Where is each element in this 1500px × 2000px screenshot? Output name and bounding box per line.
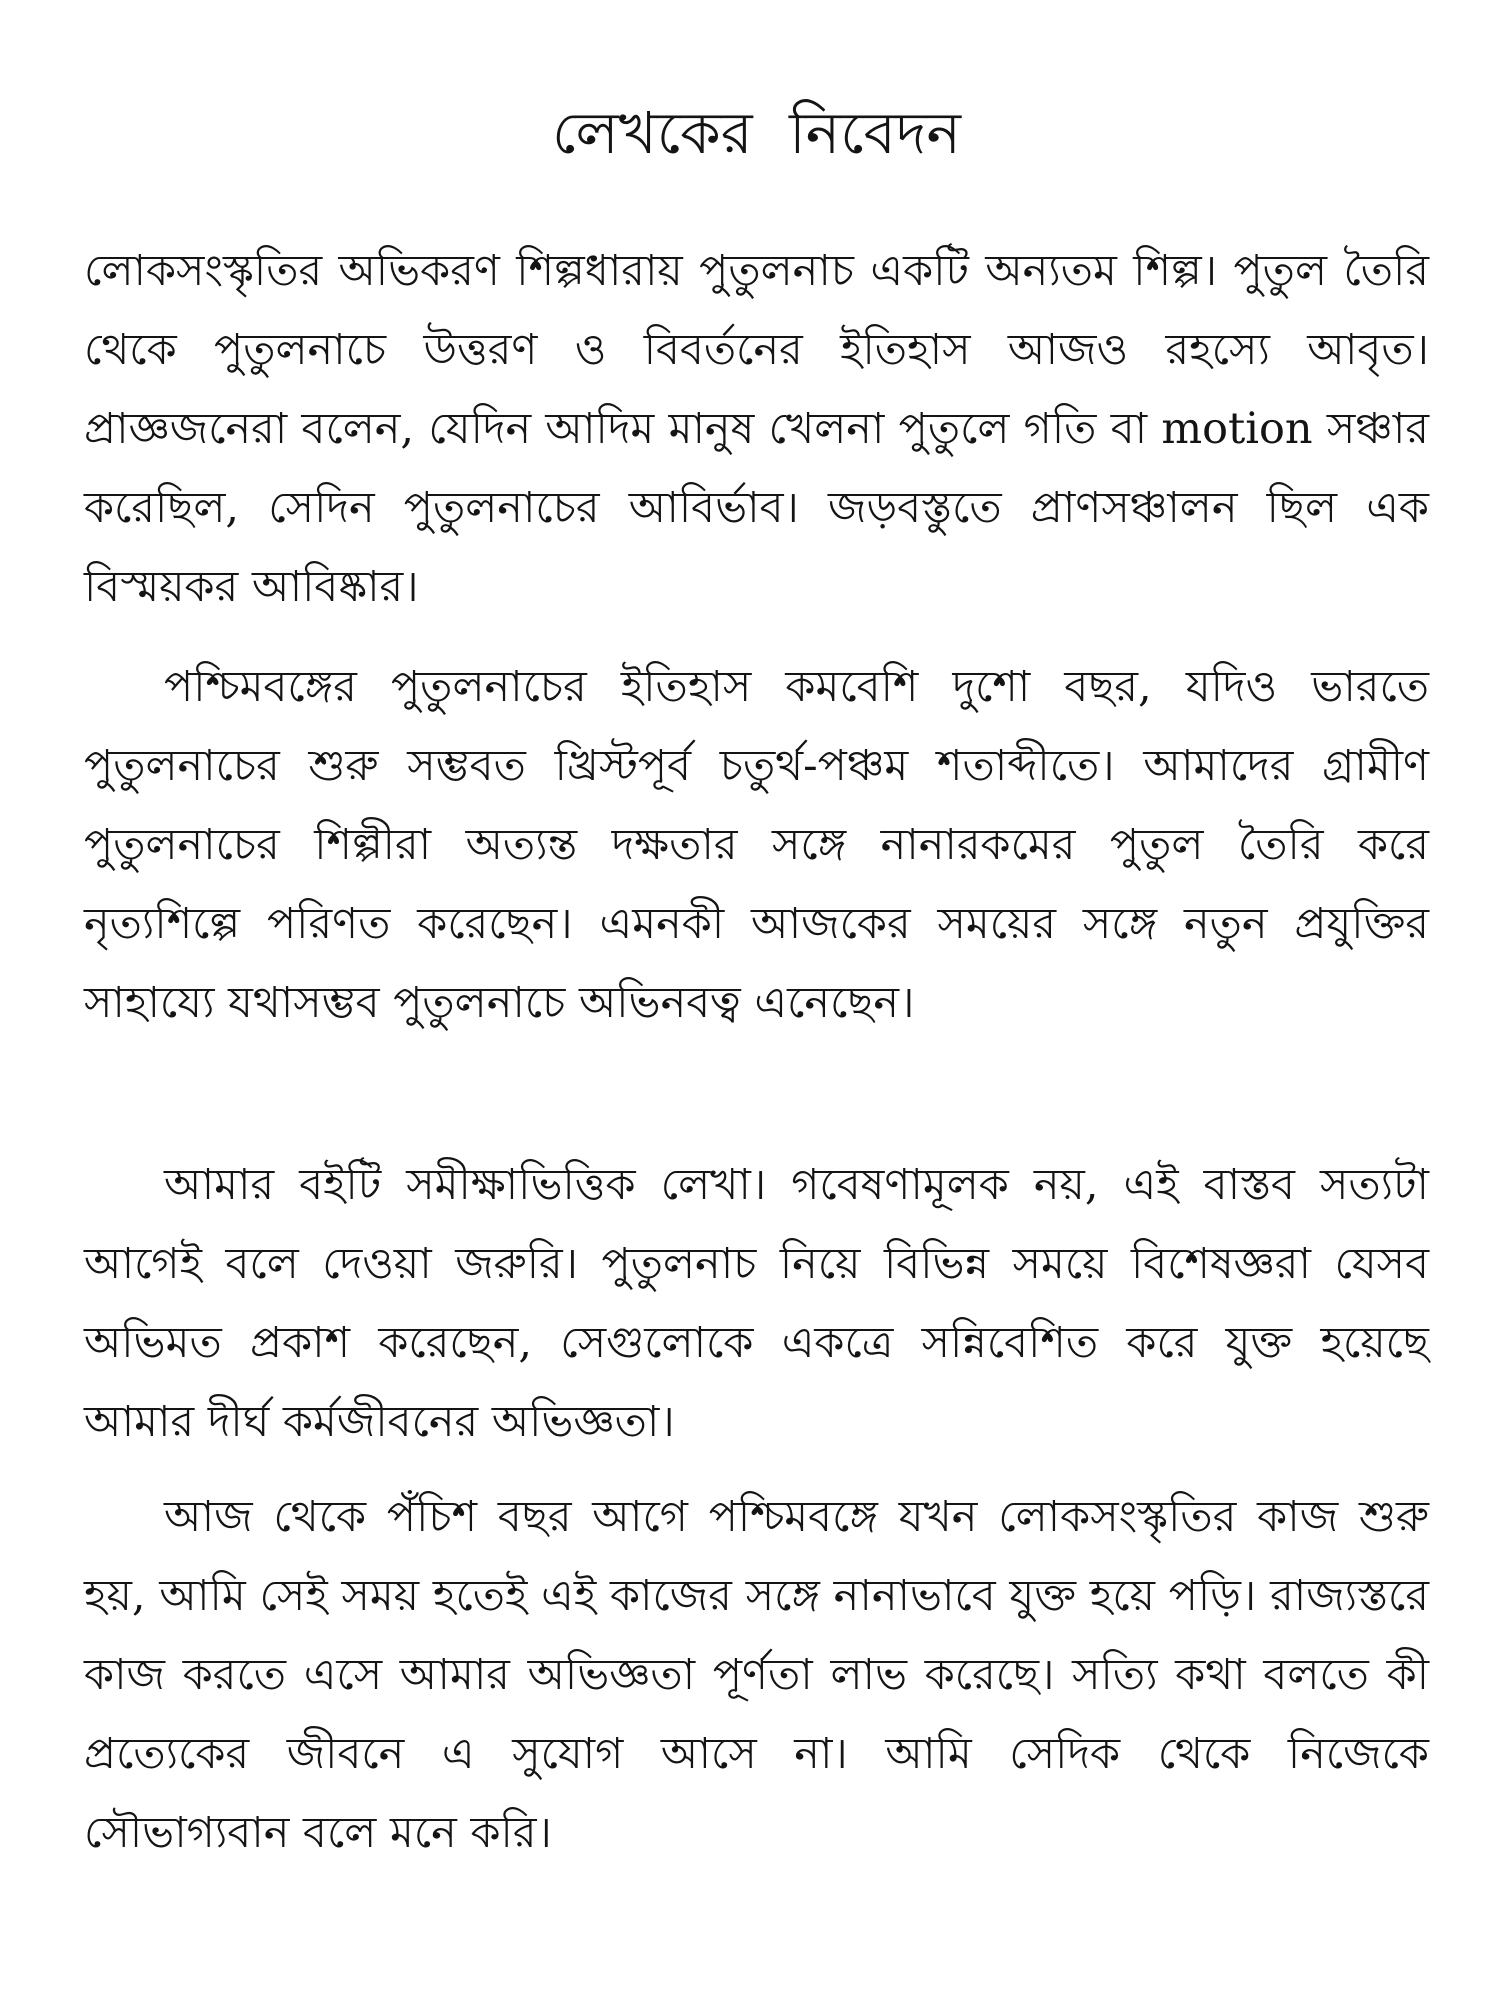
paragraph-4: আজ থেকে পঁচিশ বছর আগে পশ্চিমবঙ্গে যখন লোকসংস্কৃতির কাজ শুরু হয়, আমি সেই সময় হতেই এই কাজের সঙ্গে নানাভাবে যুক্ত হয়ে পড়ি। রাজ্যস্তরে কাজ করতে এসে আমার অভিজ্ঞতা পূর্ণতা লাভ করেছে। সত্যি কথা বলতে কী প্রত্যেকের জীবনে এ সুযোগ আসে না। আমি সেদিক থেকে নিজেকে সৌভাগ্যবান বলে মনে করি। (84, 1492, 1429, 1858)
paragraph-1: লোকসংস্কৃতির অভিকরণ শিল্পধারায় পুতুলনাচ একটি অন্যতম শিল্প। পুতুল তৈরি থেকে পুতুলনাচে উত্তরণ ও বিবর্তনের ইতিহাস আজও রহস্যে আবৃত। প্রাজ্ঞজনেরা বলেন, যেদিন আদিম মানুষ খেলনা পুতুলে গতি বা motion সঞ্চার করেছিল, সেদিন পুতুলনাচের আবির্ভাব। জড়বস্তুতে প্রাণসঞ্চালন ছিল এক বিস্ময়কর আবিষ্কার। (84, 246, 1429, 612)
page-title: লেখকের নিবেদন (552, 99, 961, 167)
paragraph-3: আমার বইটি সমীক্ষাভিত্তিক লেখা। গবেষণামূলক নয়, এই বাস্তব সত্যটা আগেই বলে দেওয়া জরুরি। পুতুলনাচ নিয়ে বিভিন্ন সময়ে বিশেষজ্ঞরা যেসব অভিমত প্রকাশ করেছেন, সেগুলোকে একত্রে সন্নিবেশিত করে যুক্ত হয়েছে আমার দীর্ঘ কর্মজীবনের অভিজ্ঞতা। (84, 1160, 1429, 1447)
document-page (84, 0, 1429, 2000)
paragraph-2: পশ্চিমবঙ্গের পুতুলনাচের ইতিহাস কমবেশি দুশো বছর, যদিও ভারতে পুতুলনাচের শুরু সম্ভবত খ্রিস্টপূর্ব চতুর্থ-পঞ্চম শতাব্দীতে। আমাদের গ্রামীণ পুতুলনাচের শিল্পীরা অত্যন্ত দক্ষতার সঙ্গে নানারকমের পুতুল তৈরি করে নৃত্যশিল্পে পরিণত করেছেন। এমনকী আজকের সময়ের সঙ্গে নতুন প্রযুক্তির সাহায্যে যথাসম্ভব পুতুলনাচে অভিনবত্ব এনেছেন। (84, 662, 1429, 1028)
